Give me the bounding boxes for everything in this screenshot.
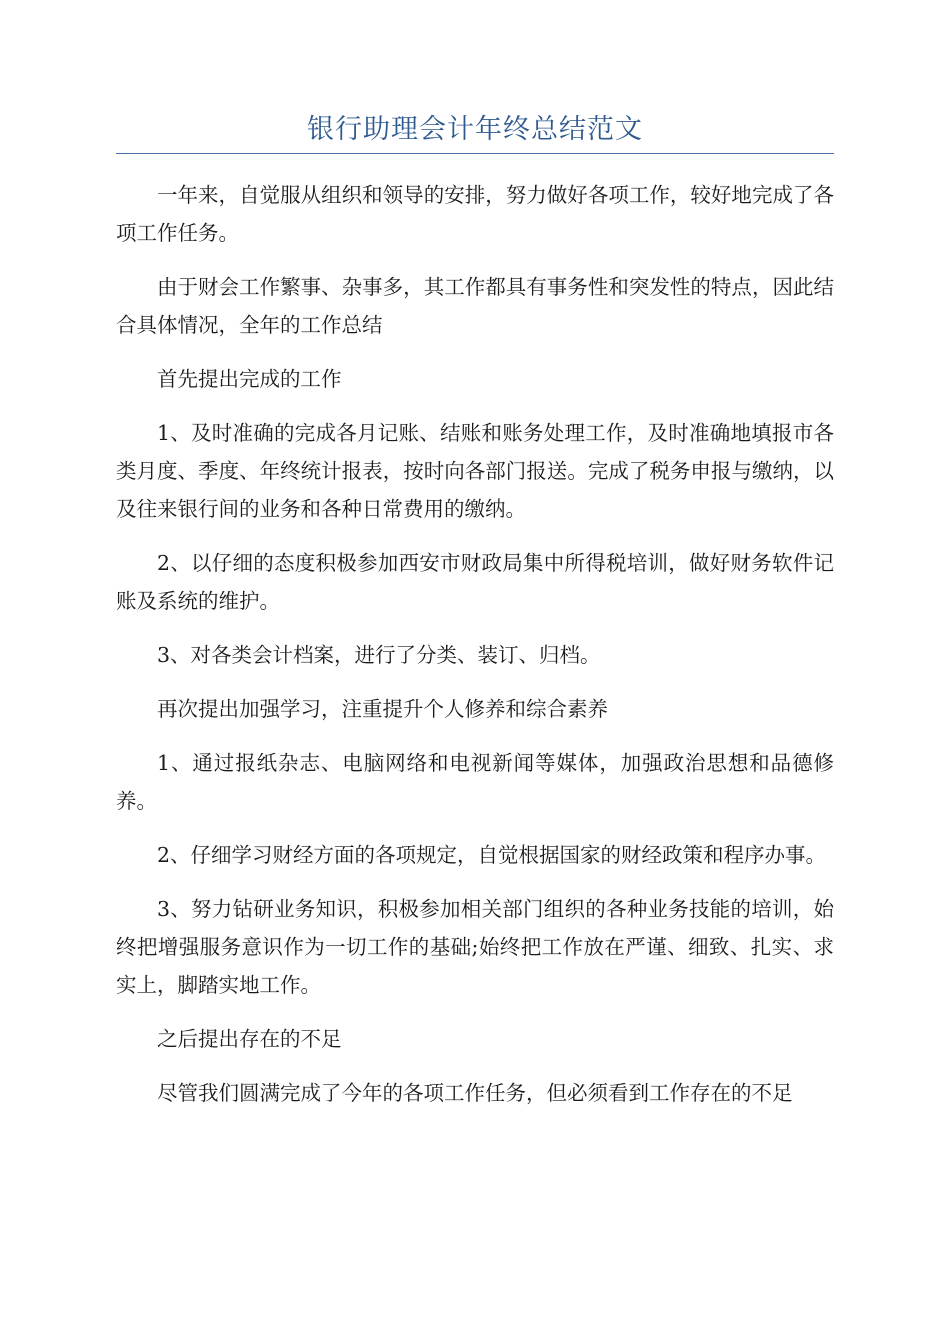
- paragraph: 3、对各类会计档案，进行了分类、装订、归档。: [157, 643, 601, 667]
- paragraph: 1、通过报纸杂志、电脑网络和电视新闻等媒体，加强政治思想和品德修养。: [116, 751, 834, 813]
- section-heading: 之后提出存在的不足: [157, 1027, 342, 1051]
- paragraph: 3、努力钻研业务知识，积极参加相关部门组织的各种业务技能的培训，始终把增强服务意识作为一切工作的基础;始终把工作放在严谨、细致、扎实、求实上，脚踏实地工作。: [116, 897, 834, 997]
- paragraph: 一年来，自觉服从组织和领导的安排，努力做好各项工作，较好地完成了各项工作任务。: [116, 183, 834, 245]
- paragraph: 由于财会工作繁事、杂事多，其工作都具有事务性和突发性的特点，因此结合具体情况，全年的工作总结: [116, 275, 834, 337]
- paragraph: 2、仔细学习财经方面的各项规定，自觉根据国家的财经政策和程序办事。: [157, 843, 827, 867]
- title-divider: [116, 153, 834, 154]
- paragraph: 1、及时准确的完成各月记账、结账和账务处理工作，及时准确地填报市各类月度、季度、年终统计报表，按时向各部门报送。完成了税务申报与缴纳，以及往来银行间的业务和各种日常费用的缴纳。: [116, 421, 834, 521]
- paragraph: 尽管我们圆满完成了今年的各项工作任务，但必须看到工作存在的不足: [157, 1081, 793, 1105]
- section-heading: 首先提出完成的工作: [157, 367, 342, 391]
- paragraph: 2、以仔细的态度积极参加西安市财政局集中所得税培训，做好财务软件记账及系统的维护。: [116, 551, 834, 613]
- section-heading: 再次提出加强学习，注重提升个人修养和综合素养: [157, 697, 608, 721]
- document-body: [116, 176, 834, 1128]
- document-title: 银行助理会计年终总结范文: [307, 114, 643, 145]
